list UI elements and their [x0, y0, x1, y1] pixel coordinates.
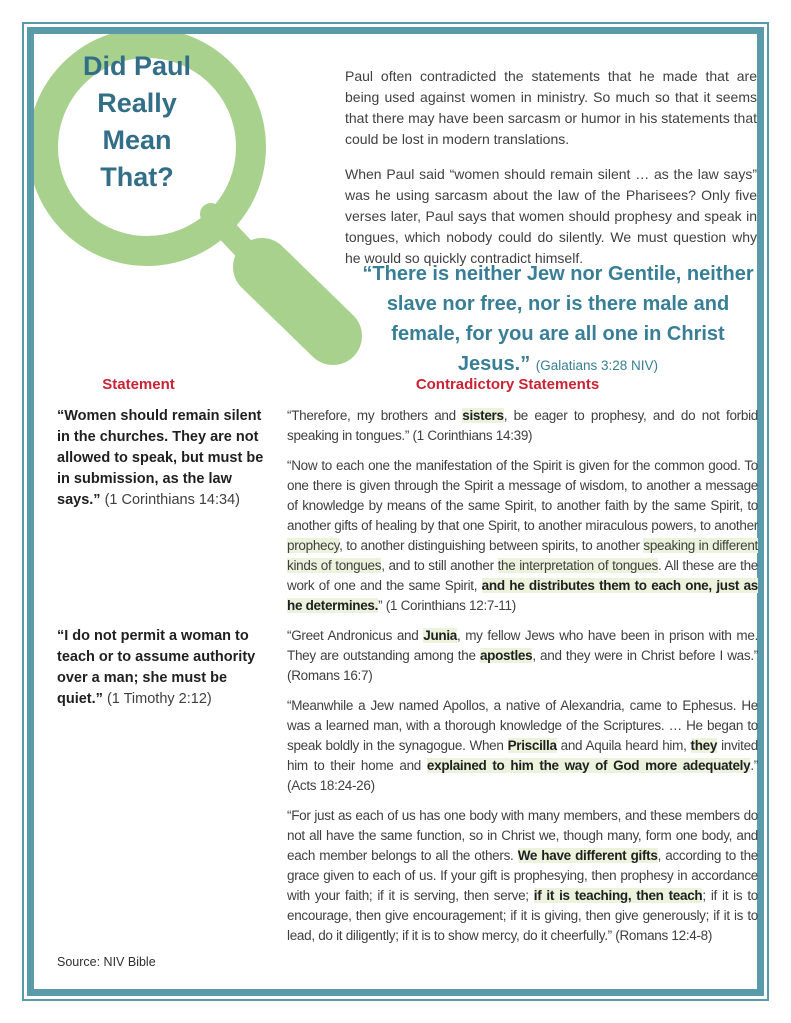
page-title-line: Really [97, 88, 177, 118]
column-header-statement: Statement [102, 376, 175, 393]
text-segment: “Now to each one the manifestation of the Spirit is given for the common good. To one there is given through the Spirit a message of wisdom, to another a message of knowledge by means of the same Spirit, to another faith by the same Spirit, to another gifts of healing by that one Spirit, to another miraculous powers, to another [287, 458, 758, 533]
text-segment: invited him to their home and [287, 738, 759, 773]
quote-text: “There is neither Jew nor Gentile, neither slave nor free, nor is there male and female, for you are all one in Christ Jesus.” [362, 263, 754, 375]
contradictory-paragraph [287, 406, 758, 446]
text-segment: they [690, 738, 718, 753]
text-segment: “I do not permit a woman to teach or to assume authority over a man; she must be quiet.” [57, 628, 256, 707]
text-segment: speaking in different kinds of tongues [287, 538, 758, 573]
source-note: Source: NIV Bible [57, 955, 156, 969]
text-segment: sisters [462, 408, 504, 423]
contradictory-paragraph [287, 626, 758, 686]
text-segment: if it is teaching, then teach [533, 888, 703, 903]
text-segment: prophecy [287, 538, 340, 553]
comparison-columns [57, 376, 758, 956]
text-segment: explained to him the way of God more adequately [426, 758, 751, 773]
contradictory-group [287, 626, 758, 956]
text-segment: (1 Timothy 2:12) [102, 691, 212, 707]
text-segment: “Greet Andronicus and [287, 628, 424, 643]
text-segment: Priscilla [507, 738, 557, 753]
scripture-quote [356, 260, 760, 380]
intro-section [345, 66, 757, 283]
text-segment: , my fellow Jews who have been in prison with me. They are outstanding among the [287, 628, 759, 663]
contradictory-paragraph [287, 806, 758, 946]
contradictory-paragraph [287, 456, 758, 616]
text-segment: ” (1 Corinthians 12:7-11) [378, 598, 516, 613]
page-title [58, 48, 216, 196]
text-segment: , and to still another [381, 558, 498, 573]
contradictory-group [287, 406, 758, 626]
statement-block [57, 626, 275, 956]
quote-citation: (Galatians 3:28 NIV) [535, 358, 659, 373]
text-segment: and he distributes them to each one, just as he determines. [287, 578, 759, 613]
text-segment: “Meanwhile a Jew named Apollos, a native of Alexandria, came to Ephesus. He was a learned man, with a thorough knowledge of the Scriptures. … He began to speak boldly in the synagogue. When [287, 698, 758, 753]
text-segment: , according to the grace given to each of us. If your gift is prophesying, then prophesy in accordance with your faith; if it is serving, then serve; [287, 848, 758, 903]
page-title-line: Did Paul [82, 51, 191, 81]
text-segment: “Women should remain silent in the churches. They are not allowed to speak, but must be in submission, as the law says.” [57, 408, 264, 508]
text-segment: the interpretation of tongues [497, 558, 659, 573]
contradictory-paragraph [287, 696, 758, 796]
text-segment: .” (Acts 18:24-26) [287, 758, 758, 793]
column-header-contradictory: Contradictory Statements [415, 376, 600, 393]
page-title-line: Mean [102, 125, 172, 155]
text-segment: We have different gifts [517, 848, 658, 863]
statement-block [57, 406, 275, 626]
text-segment: and Aquila heard him, [556, 738, 691, 753]
text-segment: . All these are the work of one and the same Spirit, [287, 558, 758, 593]
text-segment: , be eager to prophesy, and do not forbid speaking in tongues.” (1 Corinthians 14:39) [287, 408, 758, 443]
text-segment: , and they were in Christ before I was.” (Romans 16:7) [287, 648, 758, 683]
text-segment: apostles [479, 648, 533, 663]
text-segment: (1 Corinthians 14:34) [100, 492, 240, 508]
text-segment: “For just as each of us has one body with many members, and these members do not all have the same function, so in Christ we, though many, form one body, and each member belongs to all the others. [287, 808, 758, 863]
text-segment: “Therefore, my brothers and [287, 408, 463, 423]
text-segment: Junia [423, 628, 457, 643]
intro-paragraph: When Paul said “women should remain silent … as the law says” was he using sarcasm about the law of the Pharisees? Only five verses later, Paul says that women should prophesy and speak in tongues, which nobody could do silently. We must question why he would so quickly contradict himself. [345, 166, 757, 266]
page-title-line: That? [100, 162, 174, 192]
text-segment: ; if it is to encourage, then give encouragement; if it is giving, then give generously; if it is to lead, do it diligently; if it is to show mercy, do it cheerfully.” (Romans 12:4-8) [287, 888, 758, 943]
intro-paragraph: Paul often contradicted the statements that he made that are being used against women in ministry. So much so that it seems that there may have been sarcasm or humor in his statements that could be lost in modern translations. [345, 68, 757, 147]
text-segment: , to another distinguishing between spirits, to another [339, 538, 644, 553]
